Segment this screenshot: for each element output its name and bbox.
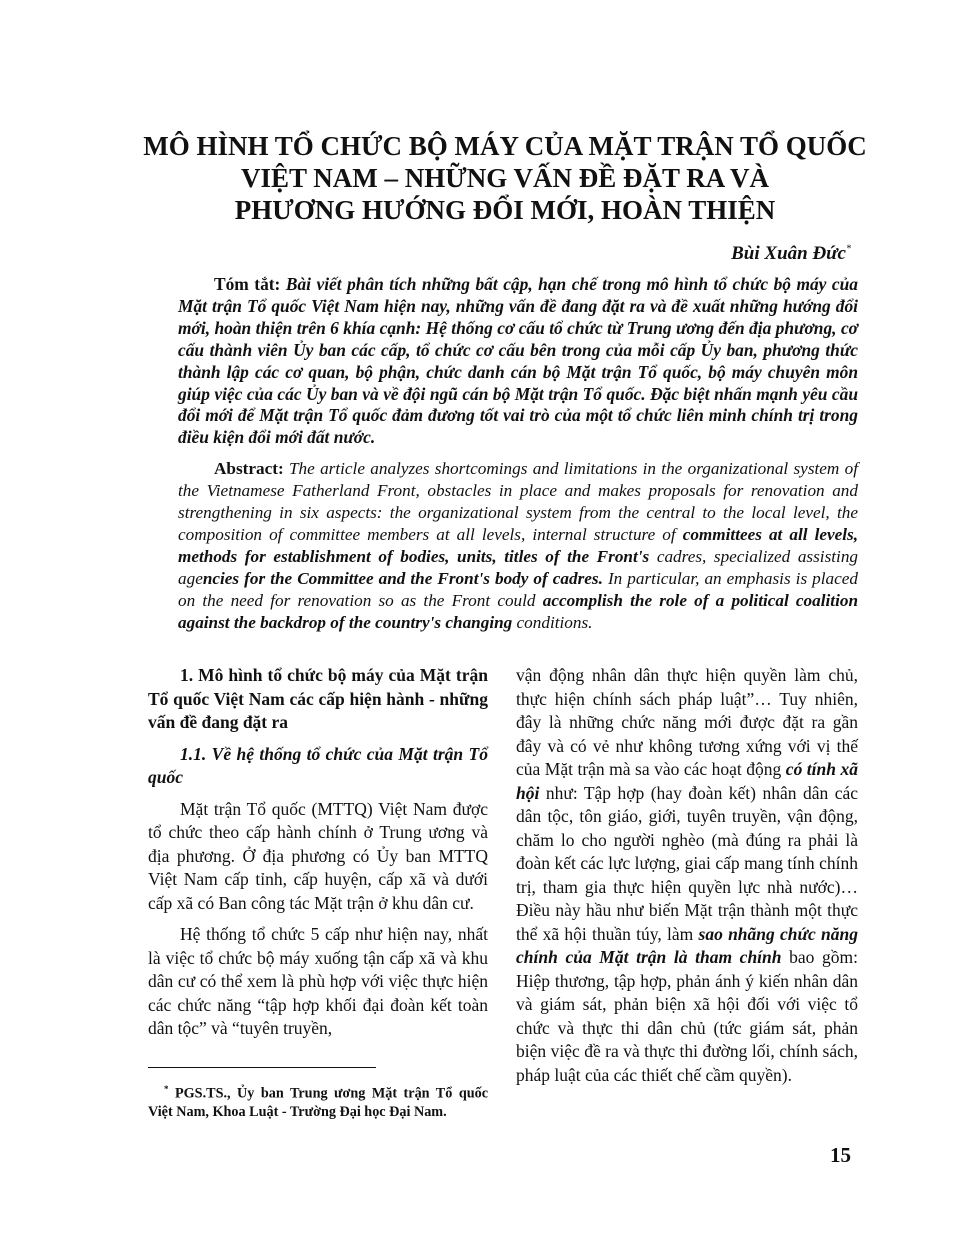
- right-text-2: như: Tập hợp (hay đoàn kết) nhân dân các dân tộc, tôn giáo, giới, tuyên truyền, vận động, chăm lo cho người nghèo (mà đúng ra phải là đoàn kết các lực lượng, giai cấp mang tính chính trị, tham gia thực hiện quyền lực nhà nước)… Điều này hầu như biến Mặt trận thành một thực thể xã hội thuần túy, làm: [516, 782, 858, 944]
- abstract-en-part4: ncies for the Committee and the Front's body of cadres.: [202, 569, 603, 588]
- page-number: 15: [830, 1143, 851, 1167]
- abstract-en-label: Abstract:: [214, 459, 284, 478]
- author-footnote-mark: *: [846, 243, 851, 255]
- right-text-emphasis-1: có tính xã hội: [516, 759, 858, 803]
- title-line-3: PHƯƠNG HƯỚNG ĐỔI MỚI, HOÀN THIỆN: [234, 195, 776, 225]
- article-title: [120, 130, 890, 226]
- footnote-text: PGS.TS., Ủy ban Trung ương Mặt trận Tổ quốc Việt Nam, Khoa Luật - Trường Đại học Đại Nam.: [148, 1085, 488, 1120]
- abstract-en-part6: accomplish the role of a political coalition against the backdrop of the country's changing: [178, 591, 859, 632]
- right-text-3: bao gồm: Hiệp thương, tập hợp, phản ánh ý kiến nhân dân và giám sát, phản biện xã hội đối với việc tổ chức và thực thi dân chủ (tức giám sát, phản biện việc đề ra và thực thi đường lối, chính sách, pháp luật của các thiết chế cầm quyền).: [516, 947, 858, 1085]
- right-text-emphasis-2: sao nhãng chức năng chính của Mặt trận là tham chính: [516, 923, 859, 967]
- abstract-en-part7: conditions.: [516, 613, 593, 632]
- abstract-en-part2: committees at all levels, methods for establishment of bodies, units, titles of the Front's: [178, 525, 858, 566]
- section-heading-1-1: 1.1. Về hệ thống tổ chức của Mặt trận Tổ quốc: [148, 743, 488, 787]
- right-column: [516, 664, 858, 1095]
- left-paragraph-2: Hệ thống tổ chức 5 cấp như hiện nay, nhất là việc tổ chức bộ máy xuống tận cấp xã và khu dân cư có thể xem là phù hợp với việc thực hiện các chức năng “tập hợp khối đại đoàn kết toàn dân tộc” và “tuyên truyền,: [148, 924, 488, 1038]
- title-line-2: VIỆT NAM – NHỮNG VẤN ĐỀ ĐẶT RA VÀ: [240, 163, 770, 193]
- abstract-en-part3: cadres, specialized assisting age: [178, 547, 859, 588]
- right-paragraph: [516, 664, 858, 1087]
- footnote-mark: *: [164, 1084, 169, 1094]
- footnote: [148, 1080, 488, 1121]
- abstract-vi-text: Bài viết phân tích những bất cập, hạn chế trong mô hình tổ chức bộ máy của Mặt trận Tổ quốc Việt Nam hiện nay, những vấn đề đang đặt ra và đề xuất những hướng đổi mới, hoàn thiện trên 6 khía cạnh: Hệ thống cơ cấu tổ chức từ Trung ương đến địa phương, cơ cấu thành viên Ủy ban các cấp, tổ chức cơ cấu bên trong của mỗi cấp Ủy ban, phương thức thành lập các cơ quan, bộ phận, chức danh cán bộ Mặt trận Tổ quốc, bộ máy chuyên môn giúp việc của các Ủy ban và về đội ngũ cán bộ Mặt trận Tổ quốc. Đặc biệt nhấn mạnh yêu cầu đổi mới để Mặt trận Tổ quốc đảm đương tốt vai trò của một tổ chức liên minh chính trị trong điều kiện đổi mới đất nước.: [178, 274, 858, 448]
- left-paragraph-1: Mặt trận Tổ quốc (MTTQ) Việt Nam được tổ chức theo cấp hành chính ở Trung ương và địa phương. Ở địa phương có Ủy ban MTTQ Việt Nam cấp tỉnh, cấp huyện, cấp xã và dưới cấp xã có Ban công tác Mặt trận ở khu dân cư.: [148, 798, 488, 913]
- abstract-en-part5: In particular, an emphasis is placed on the need for renovation so as the Front could: [178, 569, 859, 610]
- abstract-vietnamese: [178, 274, 858, 449]
- section-heading-1: 1. Mô hình tổ chức bộ máy của Mặt trận Tổ quốc Việt Nam các cấp hiện hành - những vấn đề đang đặt ra: [148, 665, 488, 732]
- left-column: [148, 664, 488, 1049]
- abstract-en-part1: The article analyzes shortcomings and limitations in the organizational system of the Vietnamese Fatherland Front, obstacles in place and makes proposals for renovation and strengthening in six aspects: the organizational system from the central to the local level, the composition of committee members at all levels, internal structure of: [178, 459, 858, 544]
- abstract-english: [178, 458, 858, 634]
- abstract-vi-label: Tóm tắt:: [214, 274, 281, 294]
- right-text-1: vận động nhân dân thực hiện quyền làm chủ, thực hiện chính sách pháp luật”… Tuy nhiên, đây là những chức năng mới được đặt ra gần đây và có vẻ như không tương xứng với vị thế của Mặt trận mà sa vào các hoạt động: [516, 665, 858, 779]
- title-line-1: MÔ HÌNH TỔ CHỨC BỘ MÁY CỦA MẶT TRẬN TỔ QUỐC: [143, 131, 867, 161]
- footnote-divider: [148, 1067, 376, 1068]
- author: [731, 243, 851, 265]
- author-name: Bùi Xuân Đức: [731, 243, 846, 264]
